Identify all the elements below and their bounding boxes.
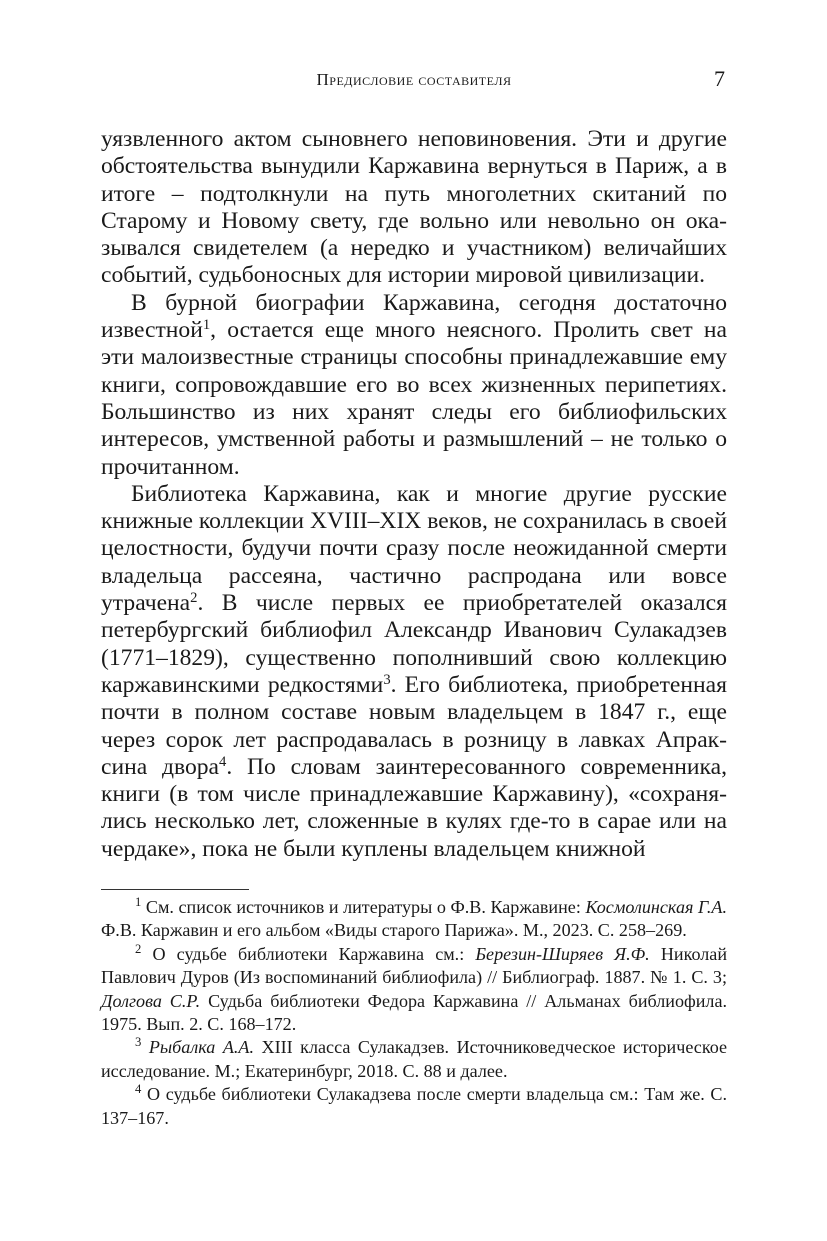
footnote-ref-2[interactable]: 2 <box>190 590 198 606</box>
footnote-text: См. список источников и литературы о Ф.В. Каржавине: <box>141 897 586 917</box>
footnote-number: 4 <box>135 1082 142 1097</box>
paragraph-1: уязвленного актом сыновнего неповиновения. Эти и другие обстоятельства вынудили Каржавина вернуться в Париж, а в итоге – подтолкнули на путь многолетних скитаний по Старому и Новому свету, где вольно или невольно он оказывался свидетелем (а нередко и участником) величайших событий, судьбоносных для истории мировой цивилизации. <box>101 126 727 289</box>
running-head: Предисловие составителя <box>316 70 512 89</box>
footnote-number: 1 <box>135 895 142 910</box>
paragraph-3-part-4: . По словам заинтересованного современника, книги (в том числе принадлежавшие Каржавину), «сохранялись несколько лет, сложенные в кулях где-то в сарае или на чердаке», пока не были куплены владельцем книжной <box>101 753 727 862</box>
footnote-ref-1[interactable]: 1 <box>202 317 211 334</box>
footnote-ref-4[interactable]: 4 <box>219 753 227 770</box>
footnote-number: 3 <box>135 1035 142 1050</box>
footnote-number: 2 <box>135 941 142 956</box>
footnote-text: О судьбе библиотеки Каржавина см.: <box>141 943 476 964</box>
paragraph-2-part-2: , остается еще много неясного. Пролить свет на эти малоизвестные страницы способны принадлежавшие ему книги, сопровождавшие его во всех жизненных перипетиях. Большинство из них хранят следы его библиофильских интересов, умственной работы и размышлений – не только о прочитанном. <box>101 317 727 480</box>
page-number: 7 <box>714 66 725 91</box>
paragraph-2 <box>101 290 727 481</box>
footnote-author: Березин-Ширяев Я.Ф. <box>475 943 650 964</box>
paragraph-2-part-1: В бурной биографии Каржавина, сегодня достаточно известной <box>101 289 727 344</box>
footnote-text: XIII класса Сулакадзев. Источниковедческое историческое исследование. М.; Екатеринбург, 2018. С. 88 и далее. <box>101 1037 727 1081</box>
footnote-4 <box>101 1083 727 1130</box>
footnote-text: О судьбе библиотеки Сулакадзева после смерти владельца см.: Там же. С. 137–167. <box>101 1084 727 1128</box>
main-text <box>101 126 727 863</box>
page-header <box>101 66 727 96</box>
footnote-author: Космолинская Г.А. <box>585 897 728 917</box>
footnote-divider <box>101 889 249 890</box>
paragraph-3-part-1: Библиотека Каржавина, как и многие другие русские книжные коллекции XVIII–XIX веков, не сохранилась в своей целостности, будучи почти сразу после неожиданной смерти владельца рассеяна, частично распродана или вовсе утрачена <box>101 480 727 617</box>
footnote-1 <box>101 896 727 943</box>
footnote-text: Николай Павлович Дуров (Из воспоминаний библиофила) // Библиограф. 1887. № 1. С. 3; <box>101 943 727 988</box>
paragraph-3-part-2: . В числе первых ее приобретателей оказался петербургский библиофил Александр Иванович Сулакадзев (1771–1829), существенно пополнивший свою коллекцию каржавинскими редкостями <box>101 590 727 698</box>
footnote-author: Рыбалка А.А. <box>148 1037 254 1058</box>
paragraph-3-part-3: . Его библиотека, приобретенная почти в полном составе новым владельцем в 1847 г., еще через сорок лет распродавалась в розницу в лавках Апраксина двора <box>101 671 727 780</box>
footnote-text: Ф.В. Каржавин и его альбом «Виды старого Парижа». М., 2023. С. 258–269. <box>101 920 687 941</box>
footnote-author: Долгова С.Р. <box>101 990 201 1011</box>
footnote-text: Судьба библиотеки Федора Каржавина // Альманах библиофила. 1975. Вып. 2. С. 168–172. <box>101 990 728 1035</box>
footnote-3 <box>101 1036 727 1083</box>
paragraph-3 <box>101 481 727 863</box>
footnote-2 <box>101 943 727 1037</box>
footnotes <box>101 896 727 1130</box>
footnote-ref-3[interactable]: 3 <box>383 671 391 688</box>
